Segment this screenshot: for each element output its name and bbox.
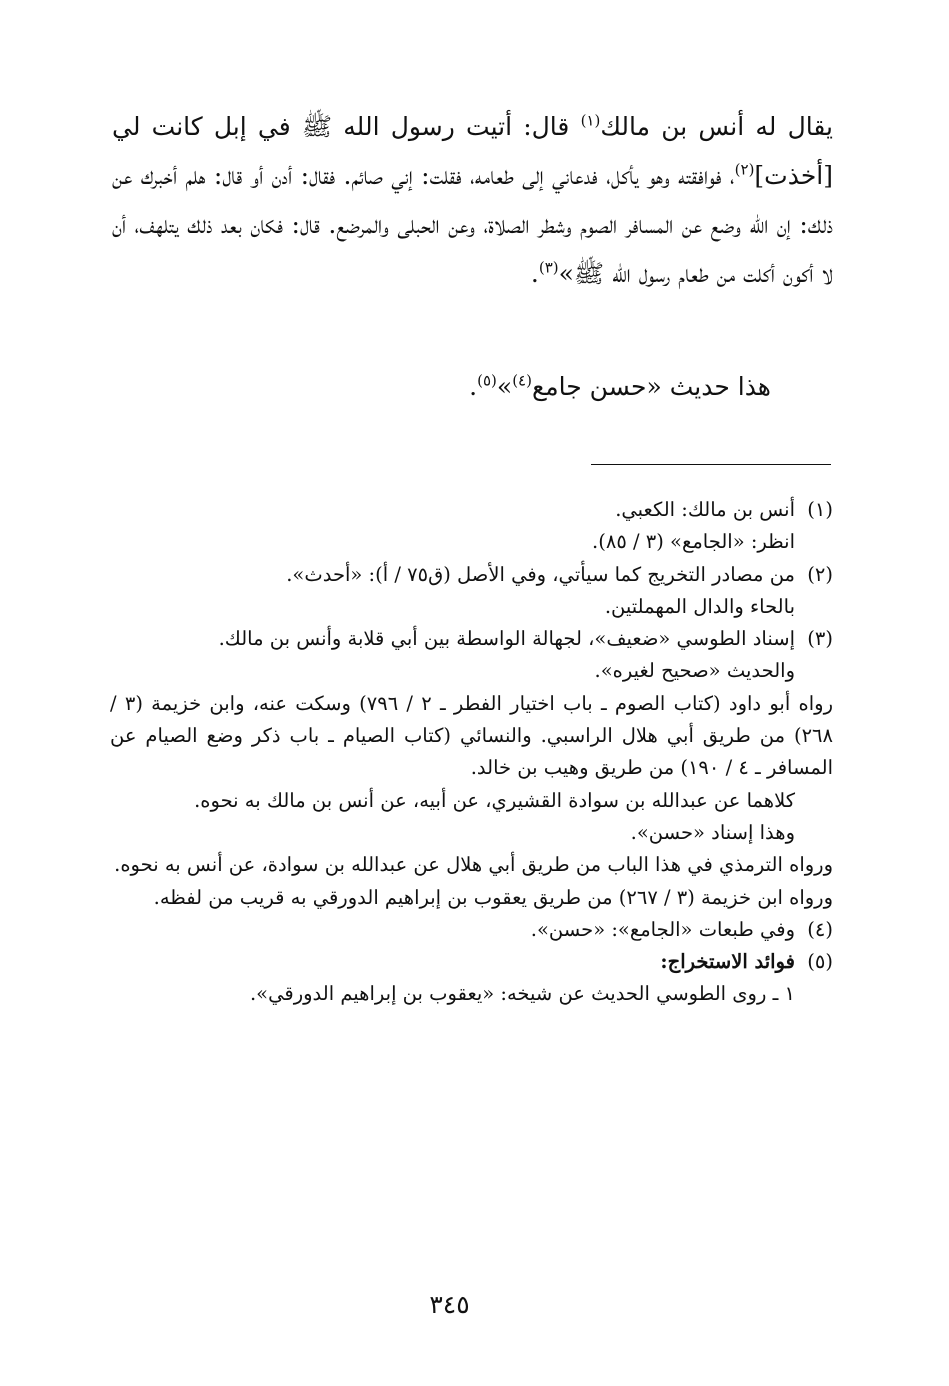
verdict-text: هذا حديث «حسن جامع (531, 372, 771, 401)
footnote-ref-2[interactable]: (٢) (734, 160, 755, 179)
footnote-3-hadith-grade: والحديث «صحيح لغيره». (594, 659, 795, 683)
footnote-ref-1[interactable]: (١) (580, 111, 601, 130)
verdict-end: . (469, 372, 478, 401)
footnote-5 (110, 946, 833, 978)
main-paragraph (112, 102, 833, 298)
footnote-ref-3[interactable]: (٣) (538, 258, 559, 277)
footnote-number: (٣) (807, 627, 833, 651)
footnote-separator (591, 464, 831, 465)
footnote-number: (٥) (807, 950, 833, 974)
footnote-number: (١) (807, 498, 833, 521)
footnote-2-continuation: بالحاء والدال المهملتين. (604, 594, 795, 618)
footnote-3-ibn-khuzaymah: ورواه ابن خزيمة (٣ / ٢٦٧) من طريق يعقوب بن إبراهيم الدورقي به قريب من لفظه. (153, 885, 833, 909)
page-number: ٣٤٥ (429, 1290, 470, 1319)
footnote-text: من مصادر التخريج كما سيأتي، وفي الأصل (ق٧٥ / أ): «أحدث». (286, 562, 795, 586)
main-text-part3: ، فوافقته وهو يأكل، فدعاني إلى طعامه، فقلت: إني صائم. فقال: أدن أو قال: هلم أخبرك عن ذلك: إن الله وضع عن المسافر الصوم وشطر الصلاة، وعن الحبلى والمرضع. قال: فكان بعد ذلك يتلهف، أن لا أكون أكلت من طعام رسول الله ﷺ» (112, 161, 833, 288)
footnotes-section (110, 494, 833, 1011)
main-text-part2: قال: أتيت رسول الله ﷺ في إبل كانت لي [أخذت] (112, 112, 833, 190)
footnote-5-item-1: ١ ـ روى الطوسي الحديث عن شيخه: «يعقوب بن إبراهيم الدورقي». (249, 982, 795, 1006)
footnote-number: (٤) (807, 917, 833, 941)
footnote-3 (110, 623, 833, 655)
footnote-1-reference: انظر: «الجامع» (٣ / ٨٥). (592, 530, 795, 554)
footnote-ref-5[interactable]: (٥) (477, 371, 497, 390)
footnote-4 (110, 914, 833, 946)
footnote-text: أنس بن مالك: الكعبي. (615, 498, 795, 521)
footnote-text: إسناد الطوسي «ضعيف»، لجهالة الواسطة بين أبي قلابة وأنس بن مالك. (218, 627, 795, 651)
hadith-verdict (469, 362, 771, 411)
main-text-end: . (530, 259, 539, 288)
main-text-part1: يقال له أنس بن مالك (600, 112, 833, 141)
footnote-3-takhrij: رواه أبو داود (كتاب الصوم ـ باب اختيار الفطر ـ ٢ / ٧٩٦) وسكت عنه، وابن خزيمة (٣ / ٢٦٨) من طريق أبي هلال الراسبي. والنسائي (كتاب الصيام ـ باب ذكر وضع الصيام عن المسافر ـ ٤ / ١٩٠) من طريق وهيب بن خالد. (110, 691, 833, 780)
footnote-3-tirmidhi: ورواه الترمذي في هذا الباب من طريق أبي هلال عن عبدالله بن سوادة، عن أنس به نحوه. (114, 853, 833, 877)
footnote-number: (٢) (807, 562, 833, 586)
footnote-2 (110, 559, 833, 591)
footnote-3-chain: كلاهما عن عبدالله بن سوادة القشيري، عن أبيه، عن أنس بن مالك به نحوه. (194, 788, 795, 812)
footnote-text: وفي طبعات «الجامع»: «حسن». (530, 917, 795, 941)
footnote-heading: فوائد الاستخراج: (660, 950, 795, 974)
footnote-1 (110, 494, 833, 526)
footnote-3-isnad-grade: وهذا إسناد «حسن». (630, 820, 795, 844)
footnote-ref-4[interactable]: (٤) (512, 371, 532, 390)
verdict-close-quote: » (496, 372, 513, 401)
main-text-block (112, 102, 833, 298)
